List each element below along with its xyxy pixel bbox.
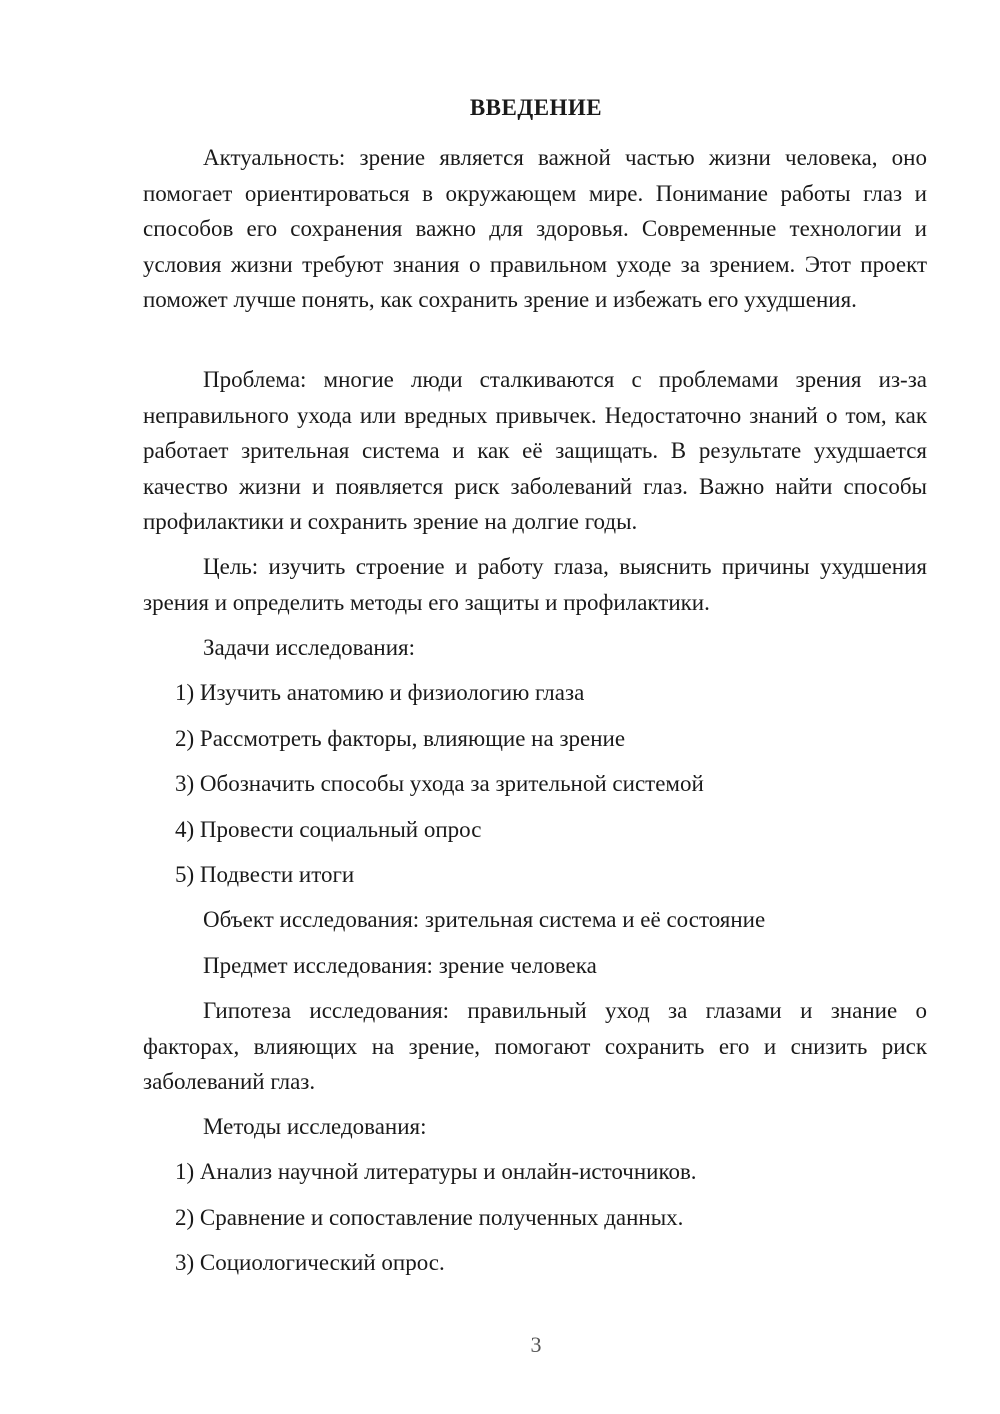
task-item: 4) Провести социальный опрос [175, 817, 482, 842]
subject-line: Предмет исследования: зрение человека [203, 953, 597, 978]
problem-paragraph: Проблема: многие люди сталкиваются с проблемами зрения из-за неправильного ухода или вредных привычек. Недостаточно знаний о том, как работает зрительная система и как её защищать. В результате ухудшается качество жизни и появляется риск заболеваний глаз. Важно найти способы профилактики и сохранить зрение на долгие годы. [143, 367, 927, 534]
section-title: ВВЕДЕНИЕ [469, 95, 603, 120]
method-item: 1) Анализ научной литературы и онлайн-источников. [175, 1159, 697, 1184]
method-item: 2) Сравнение и сопоставление полученных данных. [175, 1205, 684, 1230]
tasks-heading: Задачи исследования: [203, 635, 416, 660]
task-item: 2) Рассмотреть факторы, влияющие на зрение [175, 726, 626, 751]
hypothesis-paragraph: Гипотеза исследования: правильный уход за глазами и знание о факторах, влияющих на зрение, помогают сохранить его и снизить риск заболеваний глаз. [143, 998, 927, 1094]
object-line: Объект исследования: зрительная система и её состояние [203, 907, 766, 932]
method-item: 3) Социологический опрос. [175, 1250, 445, 1275]
methods-heading: Методы исследования: [203, 1114, 427, 1139]
task-item: 3) Обозначить способы ухода за зрительной системой [175, 771, 704, 796]
page-number: 3 [530, 1332, 542, 1357]
task-item: 5) Подвести итоги [175, 862, 355, 887]
goal-paragraph: Цель: изучить строение и работу глаза, выяснить причины ухудшения зрения и определить методы его защиты и профилактики. [143, 554, 927, 615]
relevance-paragraph: Актуальность: зрение является важной частью жизни человека, оно помогает ориентироваться в окружающем мире. Понимание работы глаз и способов его сохранения важно для здоровья. Современные технологии и условия жизни требуют знания о правильном уходе за зрением. Этот проект поможет лучше понять, как сохранить зрение и избежать его ухудшения. [143, 145, 927, 312]
task-item: 1) Изучить анатомию и физиологию глаза [175, 680, 585, 705]
